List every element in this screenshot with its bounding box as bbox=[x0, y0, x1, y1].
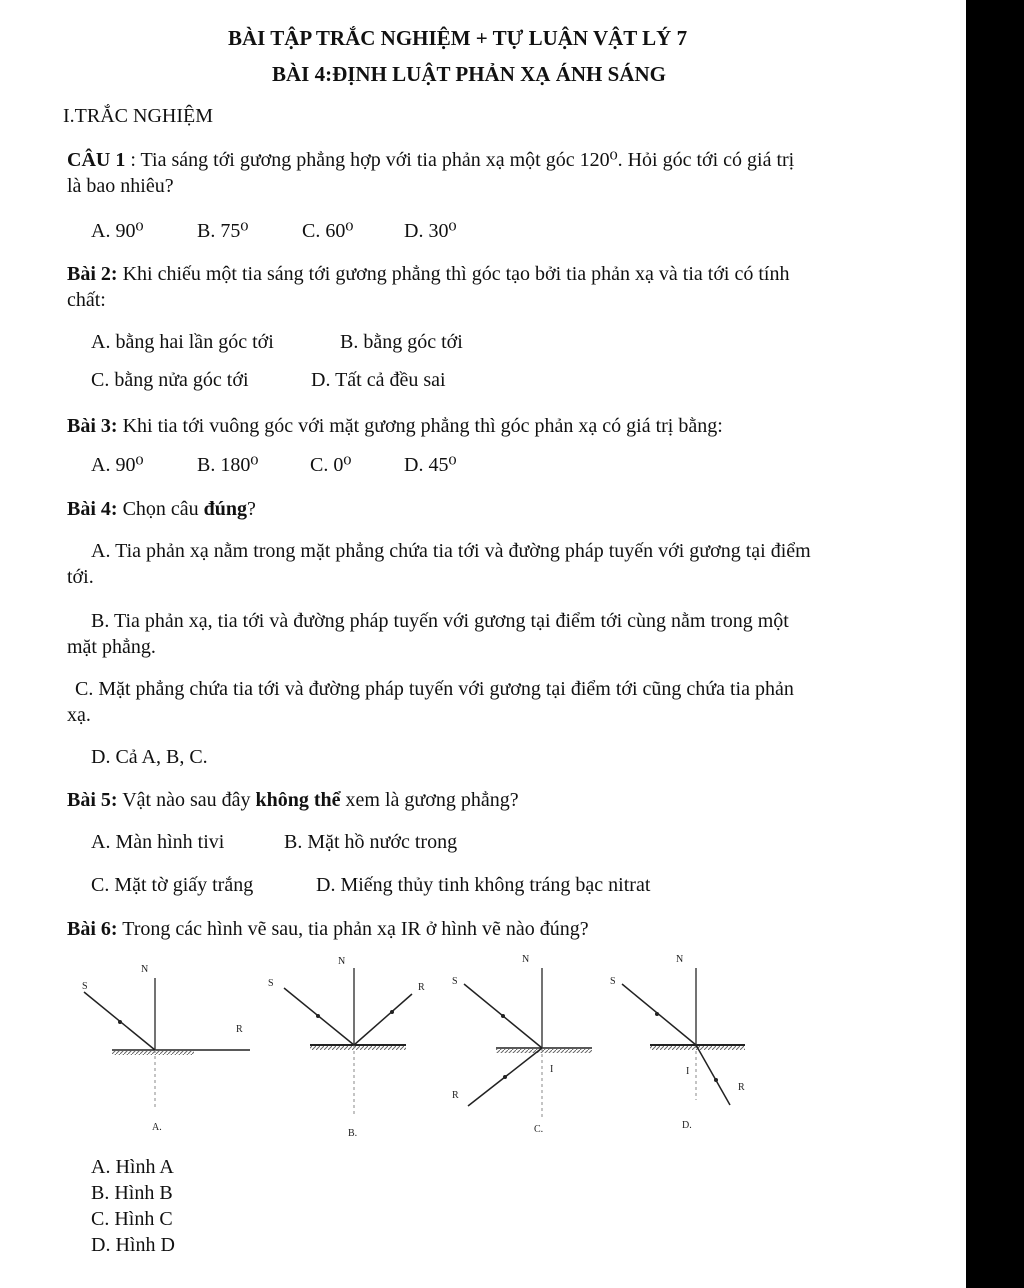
q2-option-c[interactable]: C. bằng nửa góc tới bbox=[91, 369, 249, 391]
incident-ray bbox=[622, 984, 696, 1045]
question-2-text: Khi chiếu một tia sáng tới gương phẳng thì góc tạo bởi tia phản xạ và tia tới có tính bbox=[117, 263, 790, 285]
mirror-hatch bbox=[112, 1051, 194, 1055]
figure-d[interactable] bbox=[610, 954, 745, 1131]
question-6-label: Bài 6: bbox=[67, 918, 118, 940]
label-i: I bbox=[550, 1064, 554, 1075]
q4-option-d[interactable]: D. Cả A, B, C. bbox=[91, 746, 208, 768]
q1-option-d[interactable]: D. 30⁰ bbox=[404, 220, 457, 242]
question-6 bbox=[67, 917, 589, 941]
q4-option-a-cont: tới. bbox=[67, 566, 94, 588]
q6-option-c[interactable]: C. Hình C bbox=[91, 1208, 173, 1230]
q1-option-b[interactable]: B. 75⁰ bbox=[197, 220, 249, 242]
question-5-emphasis: không thể bbox=[255, 789, 341, 811]
label-n: N bbox=[676, 954, 684, 965]
label-r: R bbox=[236, 1024, 243, 1035]
question-3-text: Khi tia tới vuông góc với mặt gương phẳng thì góc phản xạ có giá trị bằng: bbox=[117, 415, 723, 437]
ray-arrow bbox=[118, 1020, 122, 1024]
q4-option-c-cont: xạ. bbox=[67, 704, 91, 726]
reflected-ray bbox=[354, 994, 412, 1045]
question-4-label: Bài 4: bbox=[67, 498, 118, 520]
q6-option-b[interactable]: B. Hình B bbox=[91, 1182, 173, 1204]
ray-arrow bbox=[390, 1010, 394, 1014]
label-s: S bbox=[268, 978, 274, 989]
document-title: BÀI TẬP TRẮC NGHIỆM + TỰ LUẬN VẬT LÝ 7 bbox=[228, 26, 688, 50]
question-1-text-cont: là bao nhiêu? bbox=[67, 175, 174, 197]
question-4-text-end: ? bbox=[247, 498, 256, 520]
question-5 bbox=[67, 788, 519, 812]
q4-option-a[interactable]: A. Tia phản xạ nằm trong mặt phẳng chứa tia tới và đường pháp tuyến với gương tại điểm bbox=[91, 540, 811, 562]
q3-option-c[interactable]: C. 0⁰ bbox=[310, 454, 352, 476]
q6-option-a[interactable]: A. Hình A bbox=[91, 1156, 174, 1178]
q3-option-a[interactable]: A. 90⁰ bbox=[91, 454, 144, 476]
q1-option-c[interactable]: C. 60⁰ bbox=[302, 220, 354, 242]
question-5-text-end: xem là gương phẳng? bbox=[340, 789, 519, 811]
ray-arrow bbox=[316, 1014, 320, 1018]
q5-option-c[interactable]: C. Mặt tờ giấy trắng bbox=[91, 874, 254, 896]
caption-b: B. bbox=[348, 1128, 358, 1139]
label-n: N bbox=[141, 964, 149, 975]
label-r: R bbox=[418, 982, 425, 993]
question-3 bbox=[67, 414, 723, 438]
caption-c: C. bbox=[534, 1124, 544, 1135]
reflection-figures bbox=[0, 950, 800, 1140]
label-r: R bbox=[738, 1082, 745, 1093]
section-heading: I.TRẮC NGHIỆM bbox=[63, 105, 213, 127]
q5-option-d[interactable]: D. Miếng thủy tinh không tráng bạc nitrat bbox=[316, 874, 651, 896]
question-2-text-cont: chất: bbox=[67, 289, 106, 311]
q4-option-b[interactable]: B. Tia phản xạ, tia tới và đường pháp tuyến với gương tại điểm tới cùng nằm trong một bbox=[91, 610, 789, 632]
question-4 bbox=[67, 497, 256, 521]
question-1 bbox=[67, 148, 794, 172]
question-2-label: Bài 2: bbox=[67, 263, 118, 285]
reflected-ray bbox=[696, 1045, 730, 1105]
question-3-label: Bài 3: bbox=[67, 415, 118, 437]
ray-arrow bbox=[655, 1012, 659, 1016]
q1-option-a[interactable]: A. 90⁰ bbox=[91, 220, 144, 242]
document-subtitle: BÀI 4:ĐỊNH LUẬT PHẢN XẠ ÁNH SÁNG bbox=[272, 62, 666, 86]
q2-option-a[interactable]: A. bằng hai lần góc tới bbox=[91, 331, 274, 353]
q4-option-c[interactable]: C. Mặt phẳng chứa tia tới và đường pháp tuyến với gương tại điểm tới cũng chứa tia phản bbox=[75, 678, 794, 700]
q5-option-b[interactable]: B. Mặt hồ nước trong bbox=[284, 831, 458, 853]
question-1-text: : Tia sáng tới gương phẳng hợp với tia phản xạ một góc 120⁰. Hỏi góc tới có giá trị bbox=[125, 149, 795, 171]
label-r: R bbox=[452, 1090, 459, 1101]
question-6-text: Trong các hình vẽ sau, tia phản xạ IR ở hình vẽ nào đúng? bbox=[117, 918, 589, 940]
label-s: S bbox=[452, 976, 458, 987]
q3-option-d[interactable]: D. 45⁰ bbox=[404, 454, 457, 476]
label-s: S bbox=[610, 976, 616, 987]
figure-c[interactable] bbox=[452, 954, 592, 1135]
ray-arrow bbox=[714, 1078, 718, 1082]
question-4-text: Chọn câu bbox=[117, 498, 204, 520]
question-5-text: Vật nào sau đây bbox=[117, 789, 256, 811]
q6-option-d[interactable]: D. Hình D bbox=[91, 1234, 175, 1256]
q2-option-b[interactable]: B. bằng góc tới bbox=[340, 331, 463, 353]
question-1-label: CÂU 1 bbox=[67, 149, 126, 171]
q2-option-d[interactable]: D. Tất cả đều sai bbox=[311, 369, 446, 391]
label-n: N bbox=[522, 954, 530, 965]
q3-option-b[interactable]: B. 180⁰ bbox=[197, 454, 259, 476]
figure-a[interactable] bbox=[82, 964, 250, 1133]
q4-option-b-cont: mặt phẳng. bbox=[67, 636, 156, 658]
label-n: N bbox=[338, 956, 346, 967]
mirror-hatch bbox=[310, 1046, 406, 1050]
question-2 bbox=[67, 262, 789, 286]
ray-arrow bbox=[501, 1014, 505, 1018]
q5-option-a[interactable]: A. Màn hình tivi bbox=[91, 831, 225, 853]
label-i: I bbox=[686, 1066, 690, 1077]
ray-arrow bbox=[503, 1075, 507, 1079]
figure-b[interactable] bbox=[268, 956, 425, 1139]
label-s: S bbox=[82, 981, 88, 992]
caption-a: A. bbox=[152, 1122, 162, 1133]
mirror-hatch bbox=[496, 1049, 592, 1053]
question-4-emphasis: đúng bbox=[203, 498, 248, 520]
caption-d: D. bbox=[682, 1120, 692, 1131]
question-5-label: Bài 5: bbox=[67, 789, 118, 811]
